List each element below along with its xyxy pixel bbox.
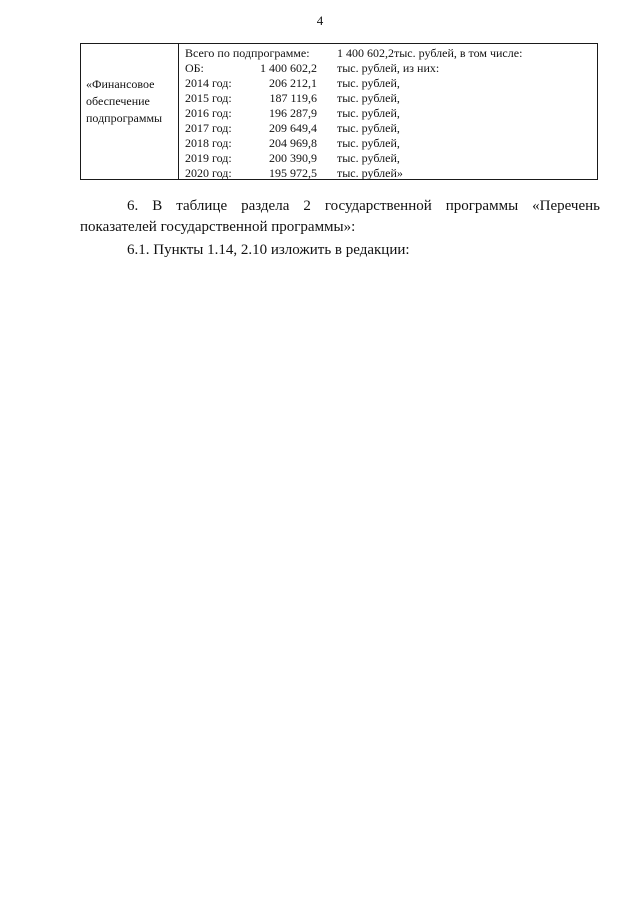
paragraph-6: 6. В таблице раздела 2 государственной программы «Перечень показателей государственной программы»: xyxy=(80,198,600,235)
row-unit: тыс. рублей, из них: xyxy=(337,61,440,75)
row-amount: 204 969,8 xyxy=(269,136,317,150)
row-label: 2019 год: xyxy=(185,151,232,165)
row-amount: 1 400 602,2 xyxy=(260,61,317,75)
row-label: 2014 год: xyxy=(185,76,232,90)
row-label: ОБ: xyxy=(185,61,204,75)
row-unit: тыс. рублей, xyxy=(337,76,400,90)
row-unit: тыс. рублей» xyxy=(337,166,403,180)
row-amount: 196 287,9 xyxy=(269,106,317,120)
table-row-2014 xyxy=(185,76,595,91)
table-row-2016 xyxy=(185,106,595,121)
table-row-total xyxy=(185,46,595,61)
table-row-2019 xyxy=(185,151,595,166)
table-column-divider xyxy=(178,44,179,179)
row-label: 2016 год: xyxy=(185,106,232,120)
paragraph-6-1: 6.1. Пункты 1.14, 2.10 изложить в редакции: xyxy=(127,242,410,258)
page-number: 4 xyxy=(316,13,324,28)
financing-table xyxy=(80,43,598,180)
row-amount: 209 649,4 xyxy=(269,121,317,135)
table-row-label: «Финансовое обеспечение подпрограммы xyxy=(86,77,163,125)
row-label: 2015 год: xyxy=(185,91,232,105)
row-label: 2018 год: xyxy=(185,136,232,150)
row-amount: 200 390,9 xyxy=(269,151,317,165)
row-amount: 195 972,5 xyxy=(269,166,317,180)
table-row-2018 xyxy=(185,136,595,151)
row-label: 2017 год: xyxy=(185,121,232,135)
table-row-2015 xyxy=(185,91,595,106)
table-row-ob xyxy=(185,61,595,76)
row-amount: 206 212,1 xyxy=(269,76,317,90)
row-label: 2020 год: xyxy=(185,166,232,180)
row-unit: тыс. рублей, xyxy=(337,136,400,150)
row-unit: тыс. рублей, xyxy=(337,151,400,165)
table-row-2020 xyxy=(185,166,595,181)
row-unit: 1 400 602,2тыс. рублей, в том числе: xyxy=(337,46,523,60)
table-row-2017 xyxy=(185,121,595,136)
row-unit: тыс. рублей, xyxy=(337,121,400,135)
row-amount: 187 119,6 xyxy=(269,91,317,105)
row-unit: тыс. рублей, xyxy=(337,106,400,120)
row-unit: тыс. рублей, xyxy=(337,91,400,105)
row-label: Всего по подпрограмме: xyxy=(185,46,310,60)
